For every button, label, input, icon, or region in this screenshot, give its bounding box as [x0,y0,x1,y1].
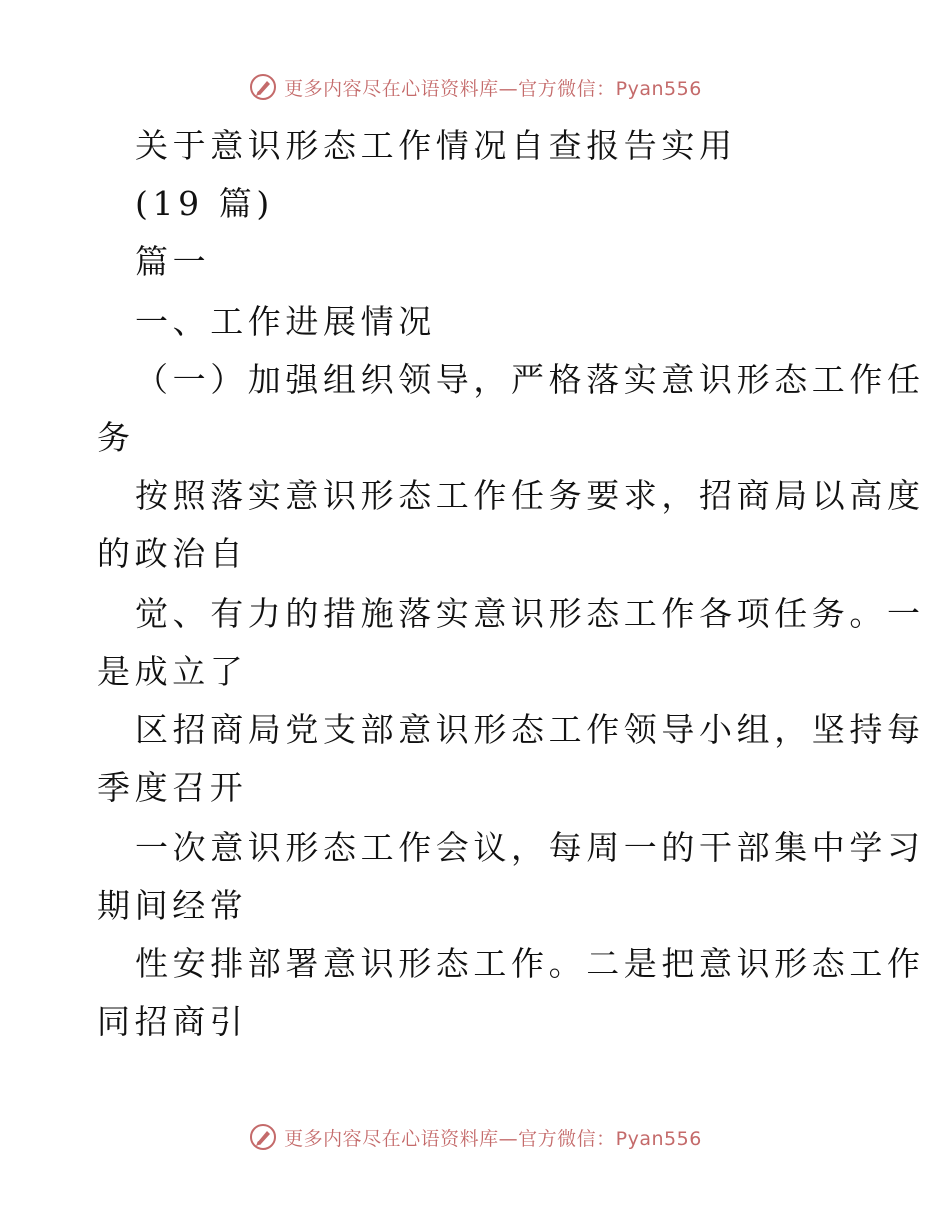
text-line: 的政治自 [97,534,248,573]
subsection-heading: （一）加强组织领导，严格落实意识形态工作任 [135,360,925,399]
text-line: 同招商引 [97,1002,248,1041]
text-line: 是成立了 [97,652,248,691]
text-line: 期间经常 [97,886,248,925]
footer-watermark [0,1122,950,1152]
watermark-text: 更多内容尽在心语资料库—官方微信：Pyan556 [284,77,702,100]
pen-nib-icon [248,1122,278,1152]
text-line: 区招商局党支部意识形态工作领导小组，坚持每 [135,710,925,749]
section-heading: 篇一 [135,242,211,281]
header-watermark [0,72,950,102]
section-heading: 一、工作进展情况 [135,302,436,341]
text-line: 务 [97,418,135,457]
document-title: 关于意识形态工作情况自查报告实用 [135,126,737,165]
text-line: 按照落实意识形态工作任务要求，招商局以高度 [135,476,925,515]
text-line: 性安排部署意识形态工作。二是把意识形态工作 [135,944,925,983]
text-line: 一次意识形态工作会议，每周一的干部集中学习 [135,828,925,867]
pen-nib-icon [248,72,278,102]
document-subtitle: (19 篇) [135,184,274,223]
text-line: 觉、有力的措施落实意识形态工作各项任务。一 [135,594,925,633]
text-line: 季度召开 [97,768,248,807]
watermark-text: 更多内容尽在心语资料库—官方微信：Pyan556 [284,1127,702,1150]
